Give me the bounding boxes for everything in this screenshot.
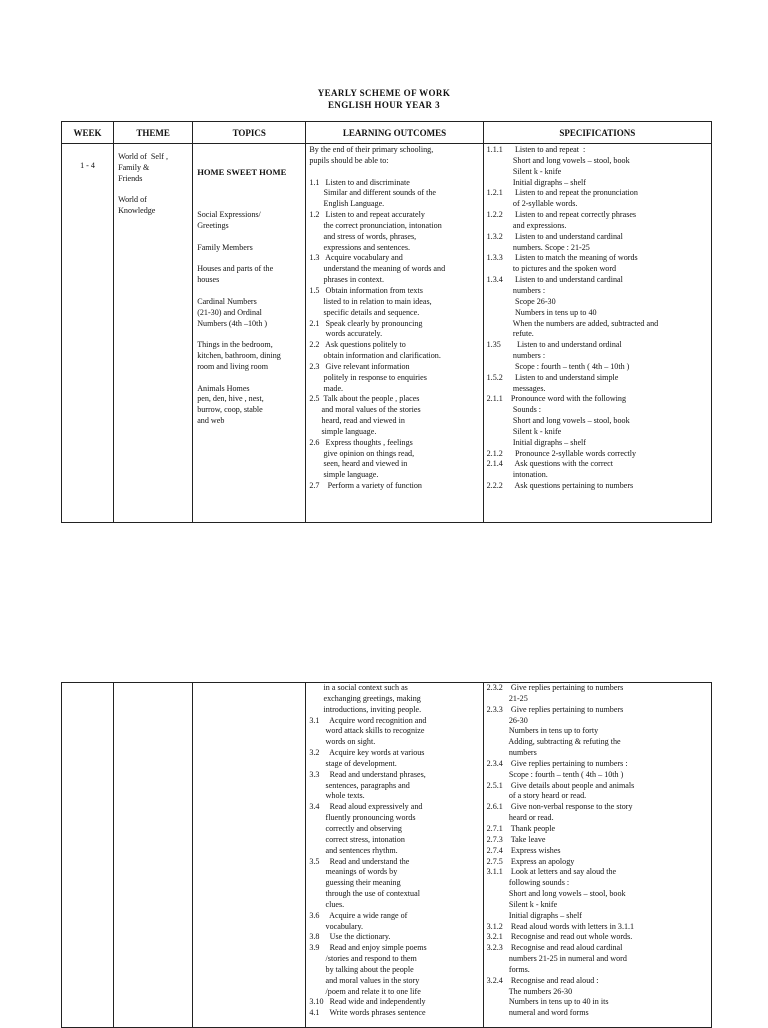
theme-cell-empty [114,683,192,1027]
header-specifications: SPECIFICATIONS [483,122,711,144]
title-line-2: ENGLISH HOUR YEAR 3 [327,100,441,110]
theme-cell: World of Self , Family & Friends World of Knowledge [118,152,169,216]
title-line-1: YEARLY SCHEME OF WORK [317,88,451,98]
scheme-table-page-2 [61,682,712,1028]
topics-list: Social Expressions/ Greetings Family Members Houses and parts of the houses Cardinal Numbers (21-30) and Ordinal Numbers (4th –10th ) Things in the bedroom, kitchen, bathroom, dining room and living room Animals Homes pen, den, hive , nest, burrow, coop, stable and web [197,210,281,426]
specifications-cell: 2.3.2 Give replies pertaining to numbers 21-25 2.3.3 Give replies pertaining to numbers 26-30 Numbers in tens up to forty Adding, subtracting & refuting the numbers 2.3.4 Give replies pertaining to numbers : Scope : fourth – tenth ( 4th – 10th ) 2.5.1 Give details about people and animals of a story heard or read. 2.6.1 Give non-verbal response to the story heard or read. 2.7.1 Thank people 2.7.3 Take leave 2.7.4 Express wishes 2.7.5 Express an apology 3.1.1 Look at letters and say aloud the following sounds : Short and long vowels – stool, book Silent k - knife Initial digraphs – shelf 3.1.2 Read aloud words with letters in 3.1.1 3.2.1 Recognise and read out whole words. 3.2.3 Recognise and read aloud cardinal numbers 21-25 in numeral and word forms. 3.2.4 Recognise and read aloud : The numbers 26-30 Numbers in tens up to 40 in its numeral and word forms [486,683,635,1018]
learning-outcomes-cell: By the end of their primary schooling, pupils should be able to: 1.1 Listen to and discriminate Similar and different sounds of the English Language. 1.2 Listen to and repeat accurately the correct pronunciation, intonation and stress of words, phrases, expressions and sentences. 1.3 Acquire vocabulary and understand the meaning of words and phrases in context. 1.5 Obtain information from texts listed to in relation to main ideas, specific details and sequence. 2.1 Speak clearly by pronouncing words accurately. 2.2 Ask questions politely to obtain information and clarification. 2.3 Give relevant information politely in response to enquiries made. 2.5 Talk about the people , places and moral values of the stories heard, read and viewed in simple language. 2.6 Express thoughts , feelings give opinion on things read, seen, heard and viewed in simple language. 2.7 Perform a variety of function [309,145,446,491]
week-cell-empty [62,683,113,1027]
header-theme: THEME [114,122,193,144]
specifications-cell: 1.1.1 Listen to and repeat : Short and long vowels – stool, book Silent k - knife Initial digraphs – shelf 1.2.1 Listen to and repeat the pronunciation of 2-syllable words. 1.2.2 Listen to and repeat correctly phrases and expressions. 1.3.2 Listen to and understand cardinal numbers. Scope : 21-25 1.3.3 Listen to match the meaning of words to pictures and the spoken word 1.3.4 Listen to and understand cardinal numbers : Scope 26-30 Numbers in tens up to 40 When the numbers are added, subtracted and refute. 1.35 Listen to and understand ordinal numbers : Scope : fourth – tenth ( 4th – 10th ) 1.5.2 Listen to and understand simple messages. 2.1.1 Pronounce word with the following Sounds : Short and long vowels – stool, book Silent k - knife Initial digraphs – shelf 2.1.2 Pronounce 2-syllable words correctly 2.1.4 Ask questions with the correct intonation. 2.2.2 Ask questions pertaining to numbers [486,145,659,491]
topic-heading: HOME SWEET HOME [197,166,287,177]
table-row [62,683,712,1028]
header-learning-outcomes: LEARNING OUTCOMES [306,122,483,144]
scheme-table-page-1 [61,121,712,523]
table-header-row [62,122,712,144]
learning-outcomes-cell: in a social context such as exchanging greetings, making introductions, inviting people. 3.1 Acquire word recognition and word attack skills to recognize words on sight. 3.2 Acquire key words at various stage of development. 3.3 Read and understand phrases, sentences, paragraphs and whole texts. 3.4 Read aloud expressively and fluently pronouncing words correctly and observing correct stress, intonation and sentences rhythm. 3.5 Read and understand the meanings of words by guessing their meaning through the use of contextual clues. 3.6 Acquire a wide range of vocabulary. 3.8 Use the dictionary. 3.9 Read and enjoy simple poems /stories and respond to them by talking about the people and moral values in the story /poem and relate it to one life 3.10 Read wide and independently 4.1 Write words phrases sentence [309,683,427,1018]
table-row [62,144,712,523]
week-cell: 1 - 4 [80,161,95,170]
header-topics: TOPICS [193,122,306,144]
topics-cell [193,144,305,505]
header-week: WEEK [62,122,114,144]
topics-cell-empty [193,683,305,1027]
